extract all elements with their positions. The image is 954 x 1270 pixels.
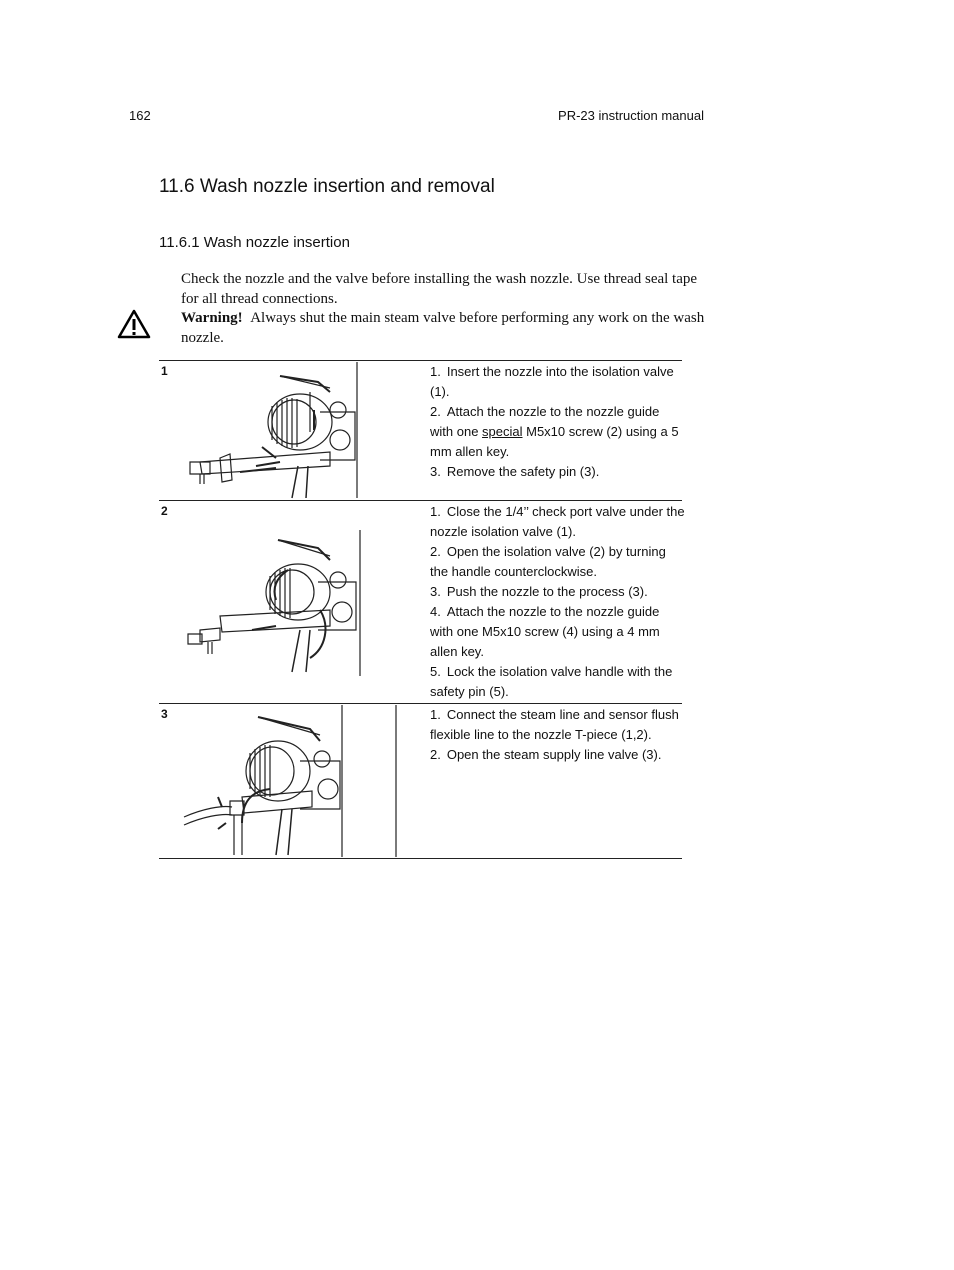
instruction-item: 5. Lock the isolation valve handle with the safety pin (5). [430,664,673,699]
step-2-instructions [430,502,685,702]
instruction-item: 3. Remove the safety pin (3). [430,464,600,479]
instruction-item: 2. Open the isolation valve (2) by turning the handle counterclockwise. [430,544,666,579]
intro-paragraph: Check the nozzle and the valve before installing the wash nozzle. Use thread seal tape for all thread connections. [181,271,698,307]
manual-title: PR-23 instruction manual [558,108,704,123]
page-number: 162 [129,108,151,123]
subsection-title: 11.6.1 Wash nozzle insertion [159,234,350,251]
step-3-figure [182,705,400,862]
step-number: 1 [161,364,168,378]
step-3-instructions [430,705,685,765]
warning-label: Warning! [181,310,243,326]
instruction-item: 4. Attach the nozzle to the nozzle guide with one M5x10 screw (4) using a 4 mm allen key. [430,604,660,659]
step-1-instructions [430,362,685,482]
table-rule-top [159,360,682,361]
step-number: 2 [161,504,168,518]
instruction-item: 1. Connect the steam line and sensor flush flexible line to the nozzle T-piece (1,2). [430,707,679,742]
step-number: 3 [161,707,168,721]
instruction-item: 1. Insert the nozzle into the isolation valve (1). [430,364,674,399]
instruction-item: 1. Close the 1/4’’ check port valve under the nozzle isolation valve (1). [430,504,685,539]
warning-paragraph [181,308,706,348]
table-rule-2 [159,703,682,704]
instruction-item: 2. Open the steam supply line valve (3). [430,747,662,762]
warning-text: Always shut the main steam valve before performing any work on the wash nozzle. [181,310,705,346]
step-2-figure [180,530,370,681]
warning-icon [117,309,151,344]
section-title: 11.6 Wash nozzle insertion and removal [159,176,495,197]
instruction-item: 2. Attach the nozzle to the nozzle guide with one special M5x10 screw (2) using a 5 mm allen key. [430,404,679,459]
step-1-figure [180,362,370,505]
instruction-item: 3. Push the nozzle to the process (3). [430,584,648,599]
